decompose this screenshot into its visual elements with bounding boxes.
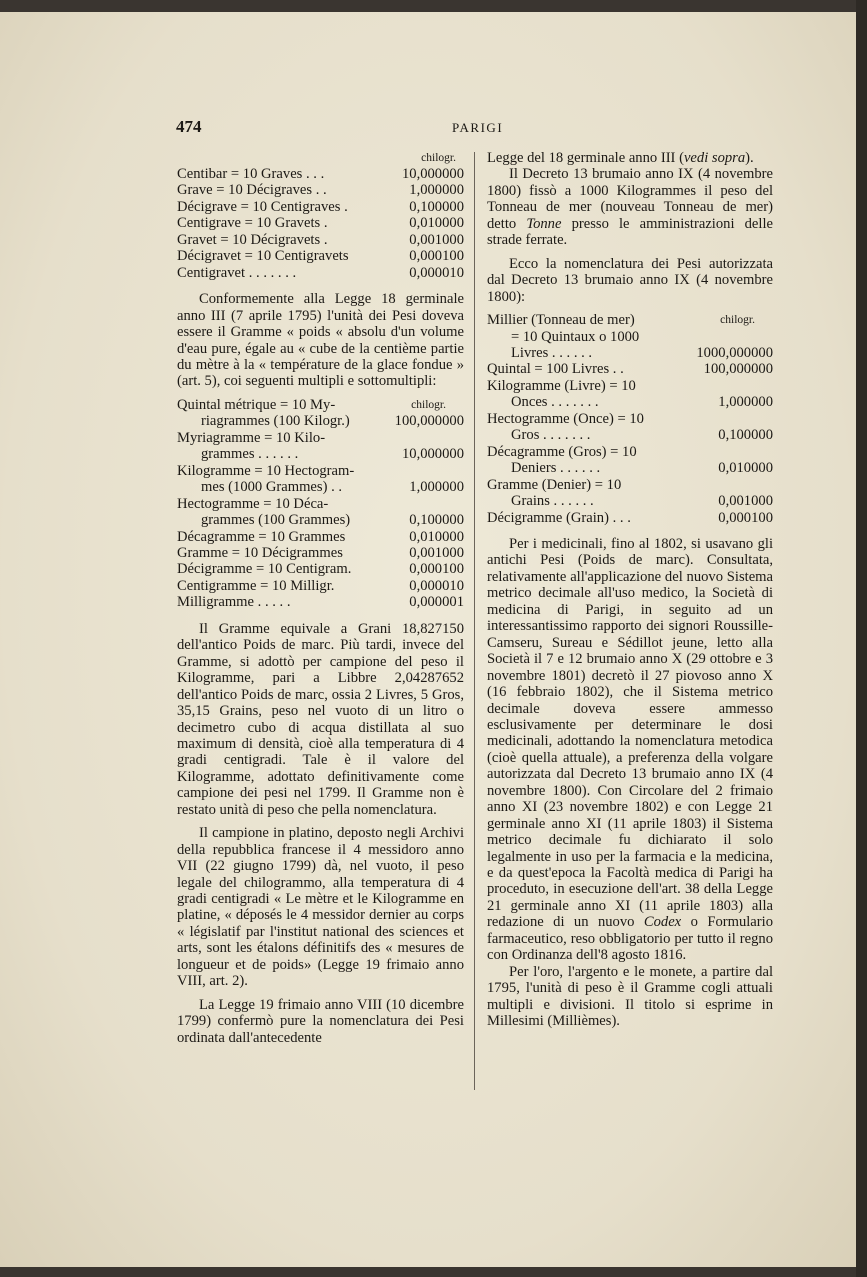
table-row: Quintal = 100 Livres . . 100,000000 — [487, 361, 773, 378]
paragraph: Ecco la nomenclatura dei Pesi autorizzata dal Decreto 13 brumaio anno IX (4 novembre 1800): — [487, 255, 773, 305]
table-row: Hectogramme (Once) = 10 — [487, 410, 644, 427]
table-row: Livres . . . . . . 1000,000000 — [511, 344, 773, 361]
table-row: Myriagramme = 10 Kilo- — [177, 429, 326, 446]
table-row: Onces . . . . . . . 1,000000 — [511, 394, 773, 411]
table-row: riagrammes (100 Kilogr.) 100,000000 — [201, 413, 464, 430]
table-row: grammes . . . . . . 10,000000 — [201, 446, 464, 463]
paragraph: Il Gramme equivale a Grani 18,827150 dell'antico Poids de marc. Più tardi, invece del Gramme, si adottò per campione del peso il Kilogramme, pari a Libbre 2,04287652 dell'antico Poids de marc, ossia 2 Livres, 5 Gros, 35,15 Grains, peso nel vuoto di un litro o decimetro cubo di acqua distillata al suo maximum di densità, cioè alla temperatura di 4 gradi centigradi. Tale è il valore del Kilogramme, adottato definitivamente come campione dei pesi nel 1799. Il Gramme non è restato unità di peso che pella nomenclatura. — [177, 620, 464, 818]
right-column — [487, 150, 773, 1030]
table-row: Grains . . . . . . 0,001000 — [511, 493, 773, 510]
page-number: 474 — [176, 117, 202, 136]
table-row: Gros . . . . . . . 0,100000 — [511, 427, 773, 444]
column-rule — [474, 152, 475, 1090]
table-row: Centigrave = 10 Gravets . 0,010000 — [177, 215, 464, 232]
table-row: Kilogramme (Livre) = 10 — [487, 377, 636, 394]
table-row: Décigramme (Grain) . . . 0,000100 — [487, 509, 773, 526]
table-row: Milligramme . . . . . 0,000001 — [177, 594, 464, 611]
table-row: Grave = 10 Décigraves . . 1,000000 — [177, 182, 464, 199]
table-row: Décagramme (Gros) = 10 — [487, 443, 637, 460]
table-metric-weights — [177, 397, 464, 611]
table-row: Décigravet = 10 Centigravets 0,000100 — [177, 248, 464, 265]
table-row: Hectogramme = 10 Déca- — [177, 495, 329, 512]
table-row: Millier (Tonneau de mer) chilogr. — [487, 312, 755, 329]
paragraph: Per i medicinali, fino al 1802, si usavano gli antichi Pesi (Poids de marc). Consultata, relativamente all'applicazione del nuovo Sistema metrico decimale all'uso medico, la Società di medicina di Parigi, in seguito ad un interessantissimo rapporto dei signori Roussille-Camseru, Sureau e Sédillot jeune, letto alla Società il 7 e 12 brumaio anno X (29 ottobre e 3 novembre 1801) decretò il 27 piovoso anno X (16 febbraio 1802), che il Sistema metrico decimale doveva essere ammesso esclusivamente per determinare le dosi medicinali, adottando la nomenclatura metodica (cioè quella attuale), a preferenza della volgare autorizzata dal Decreto 13 brumaio anno IX (4 novembre 1800). Con Circolare del 2 frimaio anno XI (23 novembre 1802) e con Legge 21 germinale anno XI (11 aprile 1803) il Sistema metrico decimale fu dichiarato il solo legalmente in uso per la farmacia e la medicina, e da quest'epoca la Facoltà medica di Parigi ha proceduto, in esecuzione dell'art. 38 della Legge 21 germinale anno XI (11 aprile 1803) alla redazione di un nuovo Codex o Formulario farmaceutico, reso obbligatorio per tutto il regno con Ordinanza dell'8 agosto 1816. — [487, 535, 773, 964]
table-row: Décagramme = 10 Grammes 0,010000 — [177, 528, 464, 545]
table-row: Kilogramme = 10 Hectogram- — [177, 462, 355, 479]
paragraph: Il campione in platino, deposto negli Archivi della repubblica francese il 4 messidoro anno VII (22 giugno 1799) dà, nel vuoto, il peso legale del chilogrammo, alla temperatura di 4 gradi centigradi « Le mètre et le Kilogramme en platine, « déposés le 4 messidor dernier au corps « législatif par l'institut national des sciences et arts, sont les étalons définitifs des « mesures de longueur et de poids» (Legge 19 frimaio anno VIII, art. 2). — [177, 825, 464, 990]
table-row: Décigramme = 10 Centigram. 0,000100 — [177, 561, 464, 578]
table-row: = 10 Quintaux o 1000 — [511, 328, 640, 345]
paragraph: Conformemente alla Legge 18 germinale anno III (7 aprile 1795) l'unità dei Pesi doveva essere il Gramme « poids « absolu d'un volume d'eau pure, égale au « cube de la centième partie du mètre à la « température de la glace fondue » (art. 5), coi seguenti multipli e sottomultipli: — [177, 291, 464, 390]
paragraph: Il Decreto 13 brumaio anno IX (4 novembre 1800) fissò a 1000 Kilogrammes il peso del Tonneau de mer (nouveau Tonneau de mer) detto Tonne presso le amministrazioni delle strade ferrate. — [487, 166, 773, 249]
unit-label: chilogr. — [421, 152, 456, 164]
page-edge — [856, 0, 867, 1277]
table-row: Centigravet . . . . . . . 0,000010 — [177, 264, 464, 281]
table-ancient-weights — [177, 166, 464, 281]
paragraph: Per l'oro, l'argento e le monete, a partire dal 1795, l'unità di peso è il Gramme cogli attuali multipli e divisioni. Il titolo si esprime in Millesimi (Millièmes). — [487, 963, 773, 1030]
table-row: Centibar = 10 Graves . . . 10,000000 — [177, 166, 464, 182]
table-row: Centigramme = 10 Milligr. 0,000010 — [177, 577, 464, 594]
paragraph: La Legge 19 frimaio anno VIII (10 dicembre 1799) confermò pure la nomenclatura dei Pesi ordinata dall'antecedente — [177, 996, 464, 1046]
table-row: grammes (100 Grammes) 0,100000 — [201, 512, 464, 529]
table-row: mes (1000 Grammes) . . 1,000000 — [201, 479, 464, 496]
table-authorized-weights — [487, 312, 773, 526]
table-row: Gravet = 10 Décigravets . 0,001000 — [177, 231, 464, 248]
paragraph: Legge del 18 germinale anno III (vedi sopra). — [487, 150, 754, 166]
table-row: Deniers . . . . . . 0,010000 — [511, 460, 773, 477]
left-column — [177, 150, 464, 1046]
table-row: Gramme (Denier) = 10 — [487, 476, 622, 493]
table-row: Quintal métrique = 10 My- chilogr. — [177, 396, 446, 413]
running-head: PARIGI — [452, 120, 504, 135]
table-row: Gramme = 10 Décigrammes 0,001000 — [177, 544, 464, 561]
table-row: Décigrave = 10 Centigraves . 0,100000 — [177, 198, 464, 215]
